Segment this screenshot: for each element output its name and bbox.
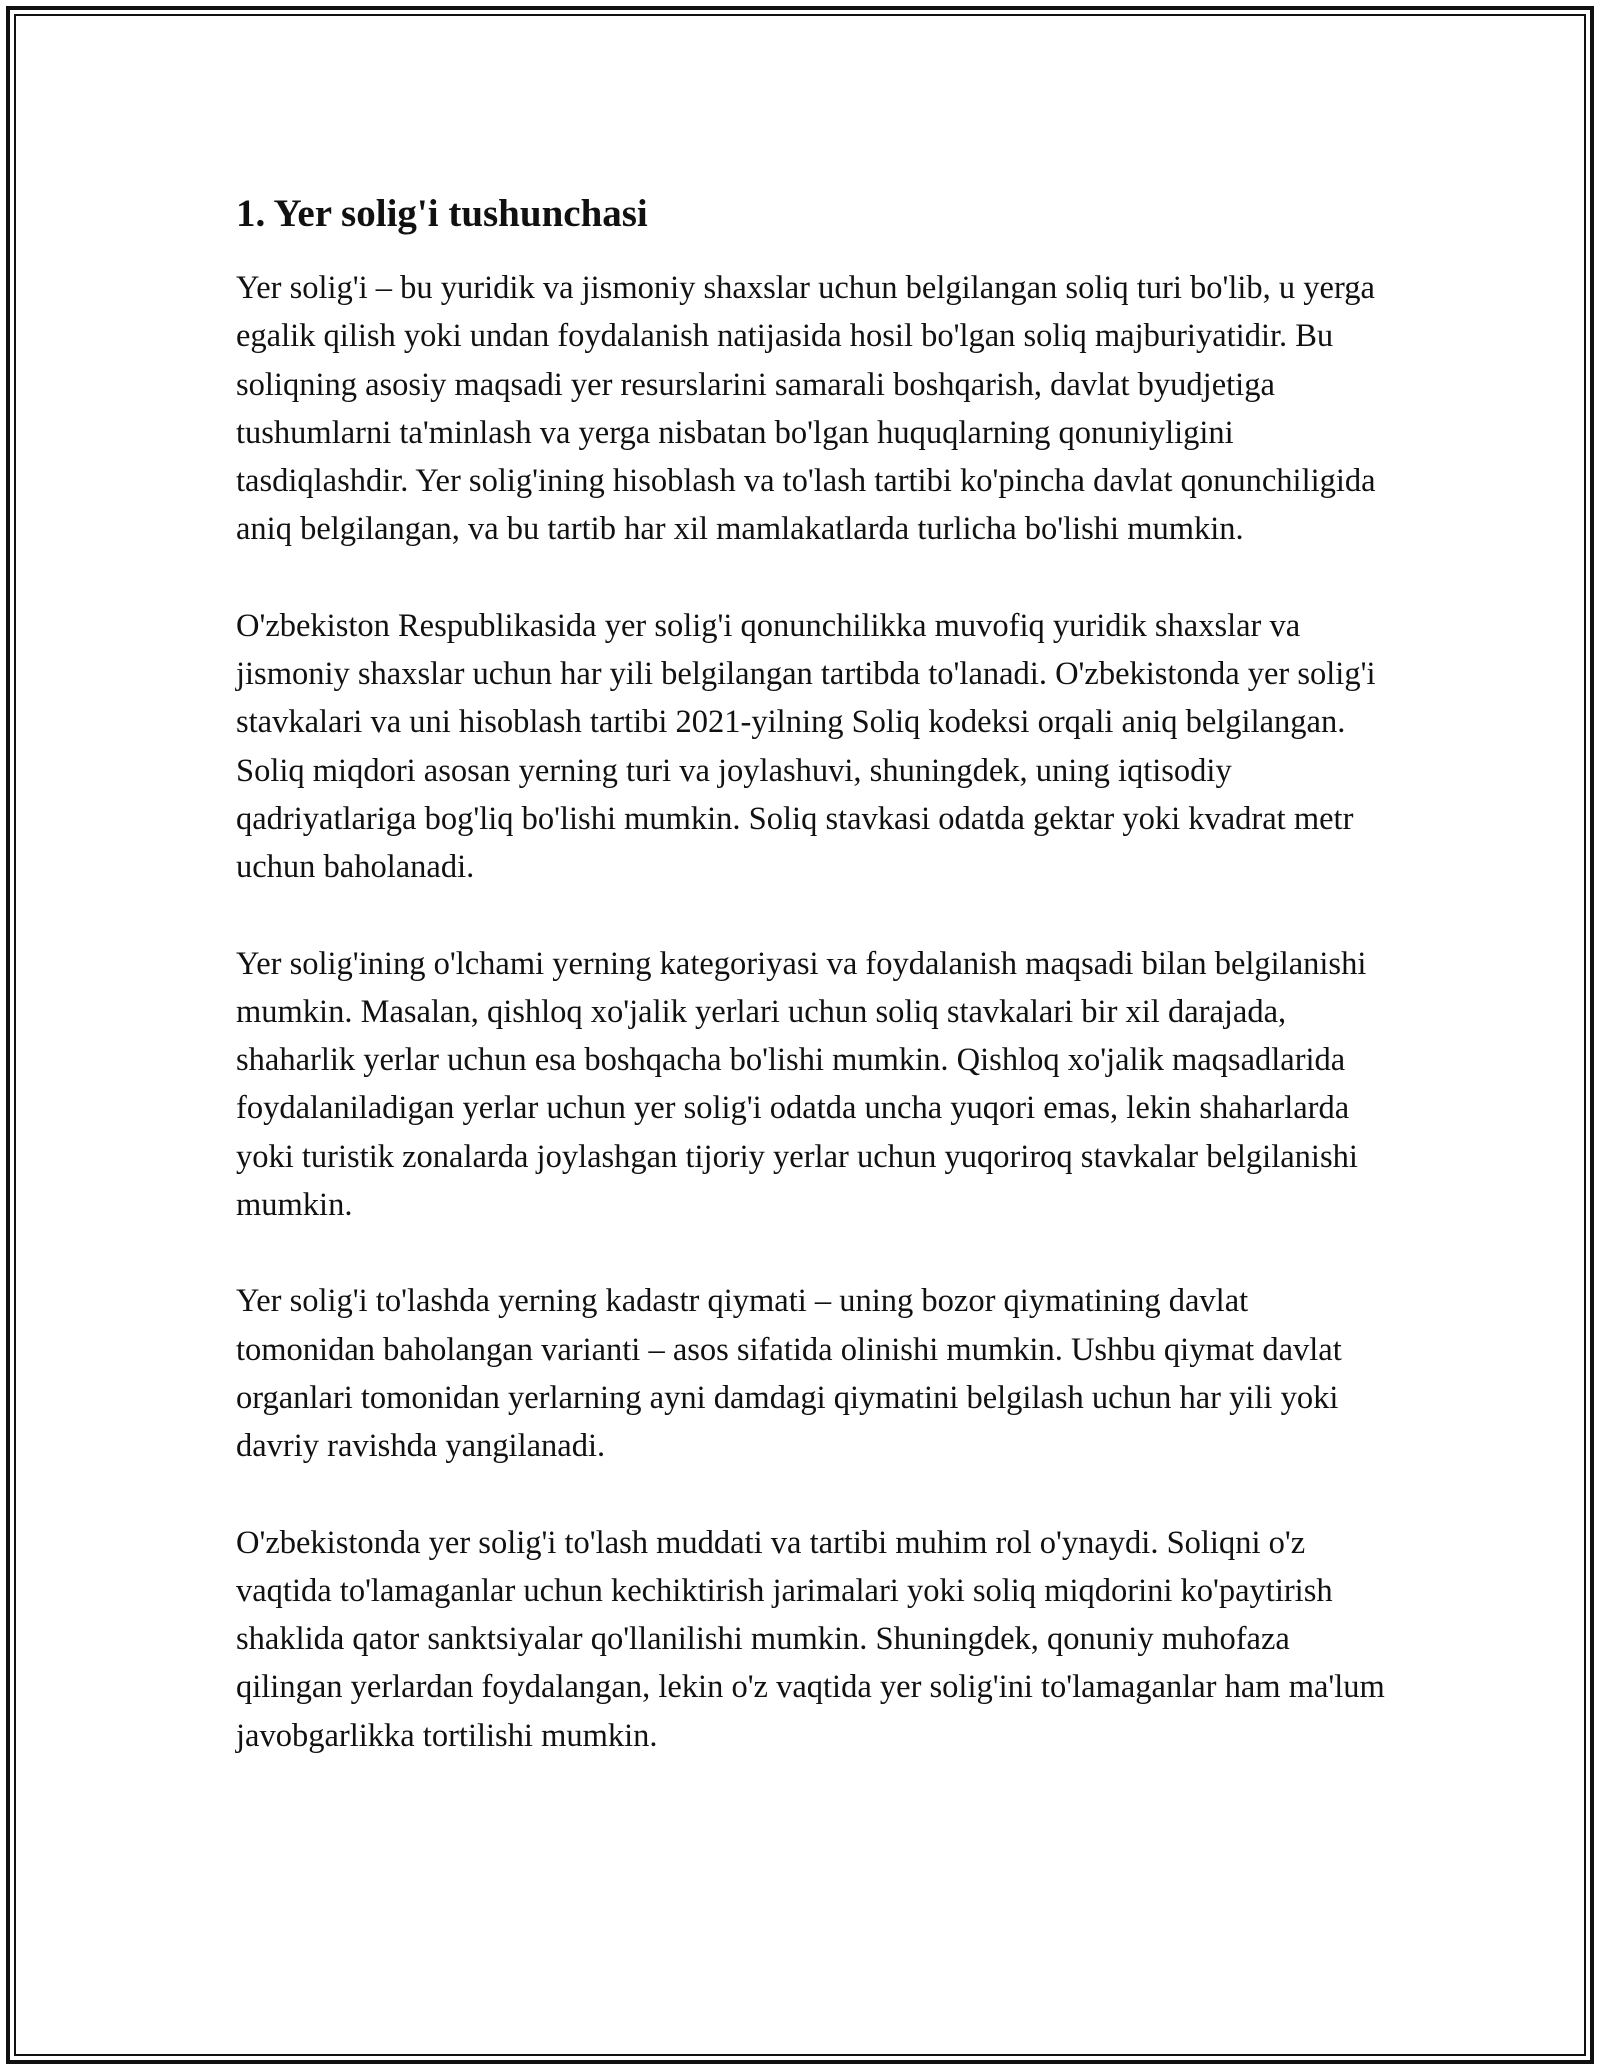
paragraph-2: O'zbekiston Respublikasida yer solig'i qonunchilikka muvofiq yuridik shaxslar va jismoniy shaxslar uchun har yili belgilangan tartibda to'lanadi. O'zbekistonda yer solig'i stavkalari va uni hisoblash tartibi 2021-yilning Soliq kodeksi orqali aniq belgilangan. Soliq miqdori asosan yerning turi va joylashuvi, shuningdek, uning iqtisodiy qadriyatlariga bog'liq bo'lishi mumkin. Soliq stavkasi odatda gektar yoki kvadrat metr uchun baholanadi. [236,607,1376,886]
paragraph-3: Yer solig'ining o'lchami yerning kategoriyasi va foydalanish maqsadi bilan belgilanishi mumkin. Masalan, qishloq xo'jalik yerlari uchun soliq stavkalari bir xil darajada, shaharlik yerlar uchun esa boshqacha bo'lishi mumkin. Qishloq xo'jalik maqsadlarida foydalaniladigan yerlar uchun yer solig'i odatda uncha yuqori emas, lekin shaharlarda yoki turistik zonalarda joylashgan tijoriy yerlar uchun yuqoriroq stavkalar belgilanishi mumkin. [236,945,1367,1224]
section-heading: 1. Yer solig'i tushunchasi [236,192,648,235]
document-body [236,186,1386,1808]
paragraph-4: Yer solig'i to'lashda yerning kadastr qiymati – uning bozor qiymatining davlat tomonidan baholangan varianti – asos sifatida olinishi mumkin. Ushbu qiymat davlat organlari tomonidan yerlarning ayni damdagi qiymatini belgilash uchun har yili yoki davriy ravishda yangilanadi. [236,1283,1342,1465]
paragraph-5: O'zbekistonda yer solig'i to'lash muddati va tartibi muhim rol o'ynaydi. Soliqni o'z vaqtida to'lamaganlar uchun kechiktirish jarimalari yoki soliq miqdorini ko'paytirish shaklida qator sanktsiyalar qo'llanilishi mumkin. Shuningdek, qonuniy muhofaza qilingan yerlardan foydalangan, lekin o'z vaqtida yer solig'ini to'lamaganlar ham ma'lum javobgarlikka tortilishi mumkin. [236,1524,1385,1754]
paragraph-1: Yer solig'i – bu yuridik va jismoniy shaxslar uchun belgilangan soliq turi bo'lib, u yerga egalik qilish yoki undan foydalanish natijasida hosil bo'lgan soliq majburiyatidir. Bu soliqning asosiy maqsadi yer resurslarini samarali boshqarish, davlat byudjetiga tushumlarni ta'minlash va yerga nisbatan bo'lgan huquqlarning qonuniyligini tasdiqlashdir. Yer solig'ining hisoblash va to'lash tartibi ko'pincha davlat qonunchiligida aniq belgilangan, va bu tartib har xil mamlakatlarda turlicha bo'lishi mumkin. [236,270,1376,548]
